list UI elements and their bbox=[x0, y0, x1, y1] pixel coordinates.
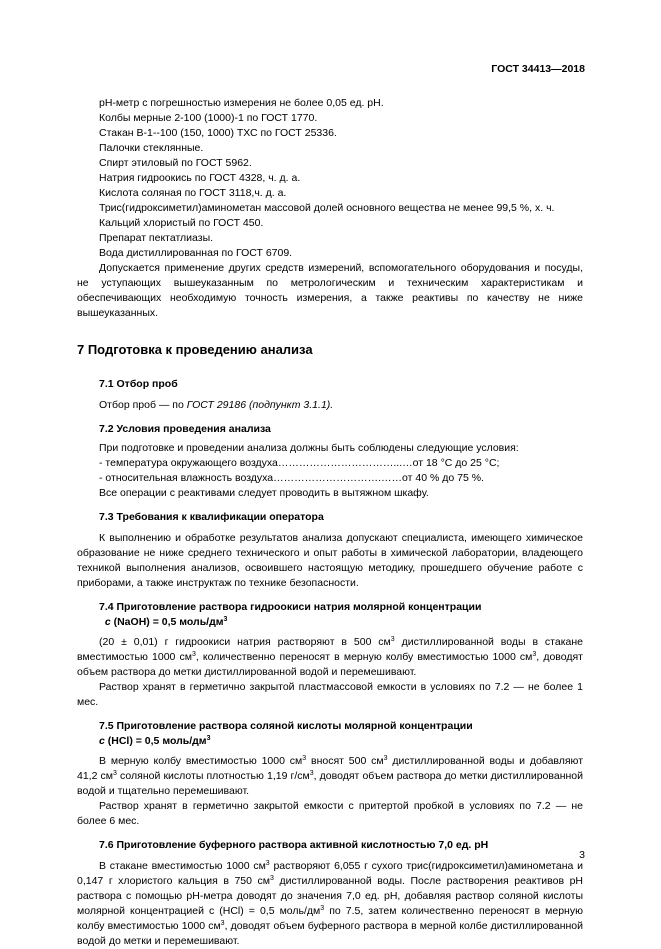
standard-reference: ГОСТ 29186 (подпункт 3.1.1). bbox=[186, 399, 334, 411]
naoh-preparation-paragraph: (20 ± 0,01) г гидроокиси натрия растворяют в 500 $см^3$ дистиллированной воды в стакане вместимостью 1000 $см^3$, количественно переносят в мерную колбу вместимостью 1000 $см^3$, доводят объем раствора до метки дистиллированной водой и перемешивают. bbox=[77, 636, 583, 678]
list-item: Колбы мерные 2-100 (1000)-1 по ГОСТ 1770. bbox=[99, 112, 318, 124]
naoh-storage-paragraph: Раствор хранят в герметично закрытой пластмассовой емкости в условиях по 7.2 — не более 1 мес. bbox=[77, 681, 583, 708]
document-code-header: ГОСТ 34413—2018 bbox=[491, 63, 585, 75]
list-item: Палочки стеклянные. bbox=[99, 142, 204, 154]
conditions-line: При подготовке и проведении анализа должны быть соблюдены следующие условия: bbox=[99, 442, 519, 454]
subsection-7-2-heading: 7.2 Условия проведения анализа bbox=[99, 423, 271, 435]
allowance-paragraph: Допускается применение других средств измерений, вспомогательного оборудования и посуды, не уступающих вышеуказанным по метрологическим и техническим характеристикам и обеспечивающих необходимую точность измерения, а также реактивы по качеству не ниже вышеуказанных. bbox=[77, 262, 583, 319]
equipment-list bbox=[77, 96, 583, 261]
list-item: Спирт этиловый по ГОСТ 5962. bbox=[99, 157, 252, 169]
list-item: Препарат пектатлиазы. bbox=[99, 232, 214, 244]
subsection-7-3-heading: 7.3 Требования к квалификации оператора bbox=[99, 511, 324, 523]
hcl-storage-paragraph: Раствор хранят в герметично закрытой емкости с притертой пробкой в условиях по 7.2 — не более 6 мес. bbox=[77, 800, 583, 827]
document-body bbox=[77, 96, 583, 949]
subsection-7-6-heading: 7.6 Приготовление буферного раствора активной кислотностью 7,0 ед. pH bbox=[99, 839, 489, 851]
buffer-preparation-paragraph: В стакане вместимостью 1000 $см^3$ растворяют 6,055 г сухого трис(гидроксиметил)аминометана и 0,147 г хлористого кальция в 750 $см^3$ дистиллированной воды. После растворения реактивов pH раствора с помощью pH-метра доводят до значения 7,0 ед. pH, добавляя раствор соляной кислоты молярной концентрацией с (HCl) = 0,5 моль/$дм^3$ по 7.5, затем количественно переносят в мерную колбу вместимостью 1000 $см^3$, доводят объем буферного раствора в мерной колбе дистиллированной водой до метки и перемешивают. bbox=[77, 860, 583, 947]
conditions-line: - относительная влажность воздуха………………………….……от 40 % до 75 %. bbox=[99, 472, 484, 484]
subsection-7-4-heading: 7.4 Приготовление раствора гидроокиси натрия молярной концентрации с (NaOH) = 0,5 моль/$дм^3$ bbox=[99, 601, 482, 628]
conditions-line: Все операции с реактивами следует проводить в вытяжном шкафу. bbox=[99, 487, 429, 499]
hcl-preparation-paragraph: В мерную колбу вместимостью 1000 $см^3$ вносят 500 $см^3$ дистиллированной воды и добавляют 41,2 $см^3$ соляной кислоты плотностью 1,19 $г/см^3$, доводят объем раствора до метки дистиллированной водой и тщательно перемешивают. bbox=[77, 755, 584, 797]
page-number: 3 bbox=[579, 849, 585, 861]
qualification-paragraph: К выполнению и обработке результатов анализа допускают специалиста, имеющего химическое образование не ниже среднего технического и опыт работы в химической лаборатории, владеющего техникой выполнения анализов, освоившего настоящую методику, прошедшего обучение работе с приборами, а также инструктаж по технике безопасности. bbox=[77, 532, 583, 589]
list-item: Вода дистиллированная по ГОСТ 6709. bbox=[99, 247, 293, 259]
section-7-heading: 7 Подготовка к проведению анализа bbox=[77, 342, 313, 357]
list-item: Стакан В-1--100 (150, 1000) ТХС по ГОСТ 25336. bbox=[99, 127, 337, 139]
subsection-7-1-heading: 7.1 Отбор проб bbox=[99, 378, 178, 390]
list-item: Кислота соляная по ГОСТ 3118,ч. д. а. bbox=[99, 187, 287, 199]
subsection-7-5-heading: 7.5 Приготовление раствора соляной кислоты молярной концентрации с (HCl) = 0,5 моль/$дм^3$ bbox=[99, 720, 473, 747]
conditions-line: - температура окружающего воздуха……………………………...…от 18 °С до 25 °С; bbox=[99, 457, 500, 469]
sampling-paragraph: Отбор проб — по ГОСТ 29186 (подпункт 3.1.1). bbox=[99, 399, 334, 411]
list-item: pH-метр с погрешностью измерения не более 0,05 ед. pH. bbox=[99, 97, 384, 109]
list-item: Кальций хлористый по ГОСТ 450. bbox=[99, 217, 264, 229]
list-item: Трис(гидроксиметил)аминометан массовой долей основного вещества не менее 99,5 %, х. ч. bbox=[99, 202, 555, 214]
list-item: Натрия гидроокись по ГОСТ 4328, ч. д. а. bbox=[99, 172, 301, 184]
